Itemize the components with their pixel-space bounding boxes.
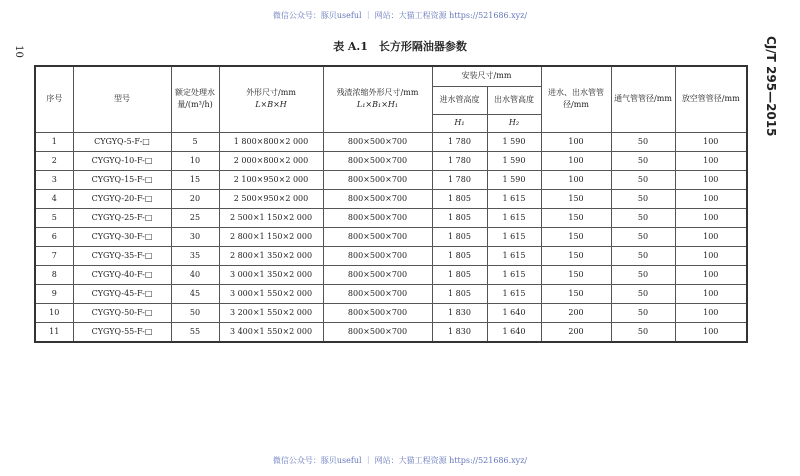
- table-cell: 7: [35, 246, 73, 265]
- table-cell: 100: [675, 284, 747, 303]
- table-cell: 800×500×700: [323, 132, 432, 151]
- table-cell: 150: [541, 208, 611, 227]
- table-cell: 800×500×700: [323, 170, 432, 189]
- table-cell: CYGYQ-30-F-□: [73, 227, 171, 246]
- table-cell: CYGYQ-5-F-□: [73, 132, 171, 151]
- table-cell: 800×500×700: [323, 189, 432, 208]
- table-cell: 30: [171, 227, 219, 246]
- table-cell: 50: [611, 132, 675, 151]
- table-cell: 50: [611, 170, 675, 189]
- table-cell: 50: [611, 227, 675, 246]
- table-cell: 1 590: [487, 132, 541, 151]
- table-row: [35, 132, 747, 151]
- table-cell: 50: [611, 246, 675, 265]
- table-cell: 1 830: [432, 303, 487, 322]
- table-cell: 1 780: [432, 170, 487, 189]
- table-cell: CYGYQ-55-F-□: [73, 322, 171, 342]
- table-cell: 800×500×700: [323, 265, 432, 284]
- table-cell: 1 830: [432, 322, 487, 342]
- table-cell: 150: [541, 227, 611, 246]
- table-row: [35, 151, 747, 170]
- table-cell: 1 805: [432, 284, 487, 303]
- table-cell: 1 615: [487, 208, 541, 227]
- table-cell: 800×500×700: [323, 208, 432, 227]
- table-cell: 50: [611, 284, 675, 303]
- table-cell: 50: [611, 189, 675, 208]
- table-cell: 25: [171, 208, 219, 227]
- header-inlet-height: 进水管高度: [432, 86, 487, 114]
- table-cell: 1 805: [432, 246, 487, 265]
- table-row: [35, 227, 747, 246]
- table-cell: 5: [171, 132, 219, 151]
- table-cell: 2 800×1 350×2 000: [219, 246, 323, 265]
- watermark-bottom: 微信公众号：豚贝useful ｜ 网站：大猫工程资源 https://521686.xyz/: [272, 456, 528, 465]
- page-number: 10: [12, 45, 24, 58]
- header-no: 序号: [35, 66, 73, 132]
- table-cell: 200: [541, 322, 611, 342]
- header-h2: H₂: [487, 114, 541, 132]
- table-cell: 2 100×950×2 000: [219, 170, 323, 189]
- table-row: [35, 322, 747, 342]
- table-cell: CYGYQ-45-F-□: [73, 284, 171, 303]
- header-outer: 外形尺寸/mm L×B×H: [219, 66, 323, 132]
- table-cell: 3: [35, 170, 73, 189]
- table-cell: 20: [171, 189, 219, 208]
- table-cell: 1 805: [432, 189, 487, 208]
- table-cell: 1 615: [487, 265, 541, 284]
- table-cell: 200: [541, 303, 611, 322]
- table-cell: 50: [171, 303, 219, 322]
- table-cell: 15: [171, 170, 219, 189]
- table-cell: 1 640: [487, 322, 541, 342]
- table-row: [35, 284, 747, 303]
- table-cell: 100: [675, 170, 747, 189]
- table-cell: 1 800×800×2 000: [219, 132, 323, 151]
- header-empty: 放空管管径/mm: [675, 66, 747, 132]
- header-outlet-height: 出水管高度: [487, 86, 541, 114]
- watermark-top: 微信公众号：豚贝useful ｜ 网站：大猫工程资源 https://521686.xyz/: [272, 11, 528, 20]
- table-cell: CYGYQ-15-F-□: [73, 170, 171, 189]
- header-flow: 额定处理水量/(m³/h): [171, 66, 219, 132]
- parameter-table: [34, 65, 748, 343]
- table-cell: 1 805: [432, 265, 487, 284]
- table-row: [35, 170, 747, 189]
- table-cell: 100: [675, 322, 747, 342]
- table-cell: 3 000×1 550×2 000: [219, 284, 323, 303]
- table-cell: 150: [541, 284, 611, 303]
- table-cell: 55: [171, 322, 219, 342]
- table-cell: 50: [611, 208, 675, 227]
- table-cell: 4: [35, 189, 73, 208]
- table-cell: 2 500×1 150×2 000: [219, 208, 323, 227]
- table-row: [35, 189, 747, 208]
- table-cell: 1 780: [432, 151, 487, 170]
- table-cell: 50: [611, 151, 675, 170]
- table-cell: 10: [171, 151, 219, 170]
- table-cell: 3 200×1 550×2 000: [219, 303, 323, 322]
- table-cell: 100: [541, 170, 611, 189]
- table-cell: 150: [541, 246, 611, 265]
- table-cell: 6: [35, 227, 73, 246]
- header-vent: 通气管管径/mm: [611, 66, 675, 132]
- table-cell: 1 805: [432, 208, 487, 227]
- table-cell: 2 500×950×2 000: [219, 189, 323, 208]
- table-cell: CYGYQ-25-F-□: [73, 208, 171, 227]
- table-cell: 1 805: [432, 227, 487, 246]
- table-cell: 1 615: [487, 284, 541, 303]
- table-cell: 1 590: [487, 170, 541, 189]
- table-row: [35, 208, 747, 227]
- table-cell: 2 000×800×2 000: [219, 151, 323, 170]
- header-install: 安装尺寸/mm: [432, 66, 541, 86]
- table-cell: 1 780: [432, 132, 487, 151]
- table-cell: CYGYQ-50-F-□: [73, 303, 171, 322]
- header-model: 型号: [73, 66, 171, 132]
- table-cell: 800×500×700: [323, 284, 432, 303]
- table-cell: 1 615: [487, 227, 541, 246]
- table-cell: 100: [675, 189, 747, 208]
- table-cell: 150: [541, 265, 611, 284]
- table-cell: CYGYQ-10-F-□: [73, 151, 171, 170]
- header-residue: 残渣浓缩外形尺寸/mm L₁×B₁×H₁: [323, 66, 432, 132]
- table-cell: 11: [35, 322, 73, 342]
- table-cell: CYGYQ-20-F-□: [73, 189, 171, 208]
- table-cell: 100: [675, 151, 747, 170]
- table-cell: 1: [35, 132, 73, 151]
- table-cell: 100: [675, 208, 747, 227]
- table-cell: 8: [35, 265, 73, 284]
- table-row: [35, 265, 747, 284]
- table-cell: 10: [35, 303, 73, 322]
- table-cell: 100: [541, 132, 611, 151]
- table-cell: 45: [171, 284, 219, 303]
- table-cell: 100: [675, 227, 747, 246]
- table-cell: 50: [611, 265, 675, 284]
- table-cell: 150: [541, 189, 611, 208]
- table-cell: 40: [171, 265, 219, 284]
- table-cell: 800×500×700: [323, 246, 432, 265]
- header-h1: H₁: [432, 114, 487, 132]
- table-cell: 100: [675, 246, 747, 265]
- table-cell: 1 615: [487, 189, 541, 208]
- table-cell: 800×500×700: [323, 303, 432, 322]
- table-cell: 1 640: [487, 303, 541, 322]
- header-pipe: 进水、出水管管径/mm: [541, 66, 611, 132]
- table-cell: 3 400×1 550×2 000: [219, 322, 323, 342]
- table-cell: 100: [675, 265, 747, 284]
- table-cell: 50: [611, 322, 675, 342]
- table-cell: 35: [171, 246, 219, 265]
- standard-code: CJ/T 295—2015: [764, 36, 778, 137]
- table-cell: 2: [35, 151, 73, 170]
- table-cell: 100: [541, 151, 611, 170]
- table-cell: 100: [675, 132, 747, 151]
- table-title: 表 A.1 长方形隔油器参数: [333, 40, 467, 53]
- table-cell: 2 800×1 150×2 000: [219, 227, 323, 246]
- table-row: [35, 246, 747, 265]
- table-cell: 800×500×700: [323, 151, 432, 170]
- table-cell: 1 615: [487, 246, 541, 265]
- table-cell: CYGYQ-35-F-□: [73, 246, 171, 265]
- table-cell: 3 000×1 350×2 000: [219, 265, 323, 284]
- table-cell: 50: [611, 303, 675, 322]
- table-cell: 800×500×700: [323, 322, 432, 342]
- table-cell: CYGYQ-40-F-□: [73, 265, 171, 284]
- table-cell: 800×500×700: [323, 227, 432, 246]
- table-cell: 9: [35, 284, 73, 303]
- table-row: [35, 303, 747, 322]
- table-cell: 100: [675, 303, 747, 322]
- table-cell: 1 590: [487, 151, 541, 170]
- table-cell: 5: [35, 208, 73, 227]
